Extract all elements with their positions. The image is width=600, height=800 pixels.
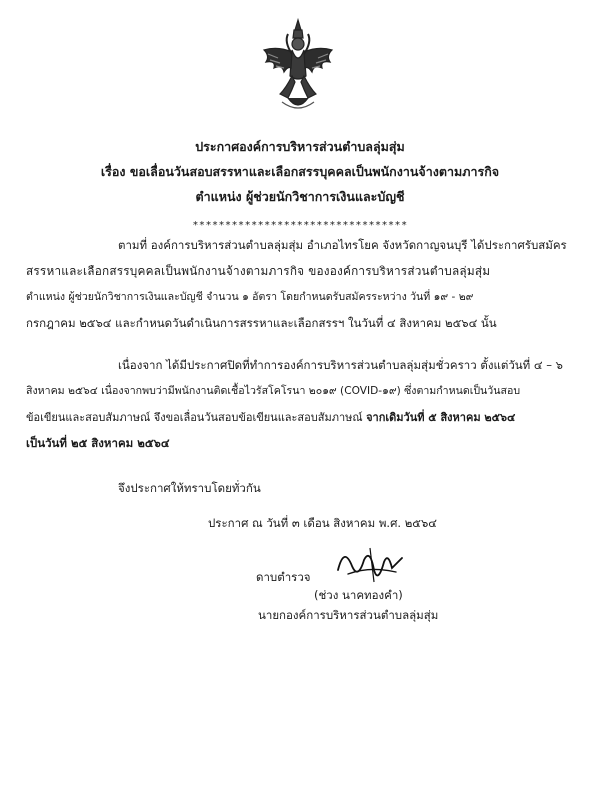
announcement-date: ประกาศ ณ วันที่ ๓ เดือน สิงหาคม พ.ศ. ๒๕๖๔: [208, 516, 437, 530]
paragraph2-line3: [26, 412, 515, 423]
signer-title: นายกองค์การบริหารส่วนตำบลลุ่มสุ่ม: [258, 608, 439, 622]
signer-rank: ดาบตำรวจ: [256, 570, 311, 584]
announcement-position: ตำแหน่ง ผู้ช่วยนักวิชาการเงินและบัญชี: [195, 189, 405, 204]
closing-statement: จึงประกาศให้ทราบโดยทั่วกัน: [118, 481, 261, 495]
paragraph2-line4: เป็นวันที่ ๒๕ สิงหาคม ๒๕๖๔: [26, 436, 170, 450]
signer-name: (ช่วง นาคทองคำ): [314, 588, 403, 602]
announcement-title: ประกาศองค์การบริหารส่วนตำบลลุ่มสุ่ม: [195, 139, 405, 154]
paragraph1-line4: กรกฎาคม ๒๕๖๔ และกำหนดวันดำเนินการสรรหาและเลือกสรรฯ ในวันที่ ๔ สิงหาคม ๒๕๖๔ นั้น: [26, 316, 497, 330]
paragraph1-line1: ตามที่ องค์การบริหารส่วนตำบลลุ่มสุ่ม อำเภอไทรโยค จังหวัดกาญจนบุรี ได้ประกาศรับสมัคร: [118, 238, 567, 252]
separator-stars: *********************************: [192, 220, 408, 231]
paragraph2-line2: สิงหาคม ๒๕๖๔ เนื่องจากพบว่ามีพนักงานติดเชื้อไวรัสโคโรนา ๒๐๑๙ (COVID-๑๙) ซึ่งตามกำหนดเป็นวันสอบ: [26, 385, 521, 397]
paragraph1-line3: ตำแหน่ง ผู้ช่วยนักวิชาการเงินและบัญชี จำนวน ๑ อัตรา โดยกำหนดรับสมัครระหว่าง วันที่ ๑๙ - ๒๙: [26, 291, 474, 303]
paragraph2-line3-bold: จากเดิมวันที่ ๕ สิงหาคม ๒๕๖๔: [366, 411, 516, 424]
paragraph1-line2: สรรหาและเลือกสรรบุคคลเป็นพนักงานจ้างตามภารกิจ ขององค์การบริหารส่วนตำบลลุ่มสุ่ม: [26, 264, 491, 278]
handwritten-signature: [330, 540, 410, 590]
paragraph2-line3-regular: ข้อเขียนและสอบสัมภาษณ์ จึงขอเลื่อนวันสอบข้อเขียนและสอบสัมภาษณ์: [26, 411, 367, 424]
paragraph2-line1: เนื่องจาก ได้มีประกาศปิดที่ทำการองค์การบริหารส่วนตำบลลุ่มสุ่มชั่วคราว ตั้งแต่วันที่ ๔ – ๖: [118, 358, 563, 372]
announcement-subject: เรื่อง ขอเลื่อนวันสอบสรรหาและเลือกสรรบุคคลเป็นพนักงานจ้างตามภารกิจ: [100, 164, 500, 179]
garuda-emblem-icon: [248, 16, 348, 116]
